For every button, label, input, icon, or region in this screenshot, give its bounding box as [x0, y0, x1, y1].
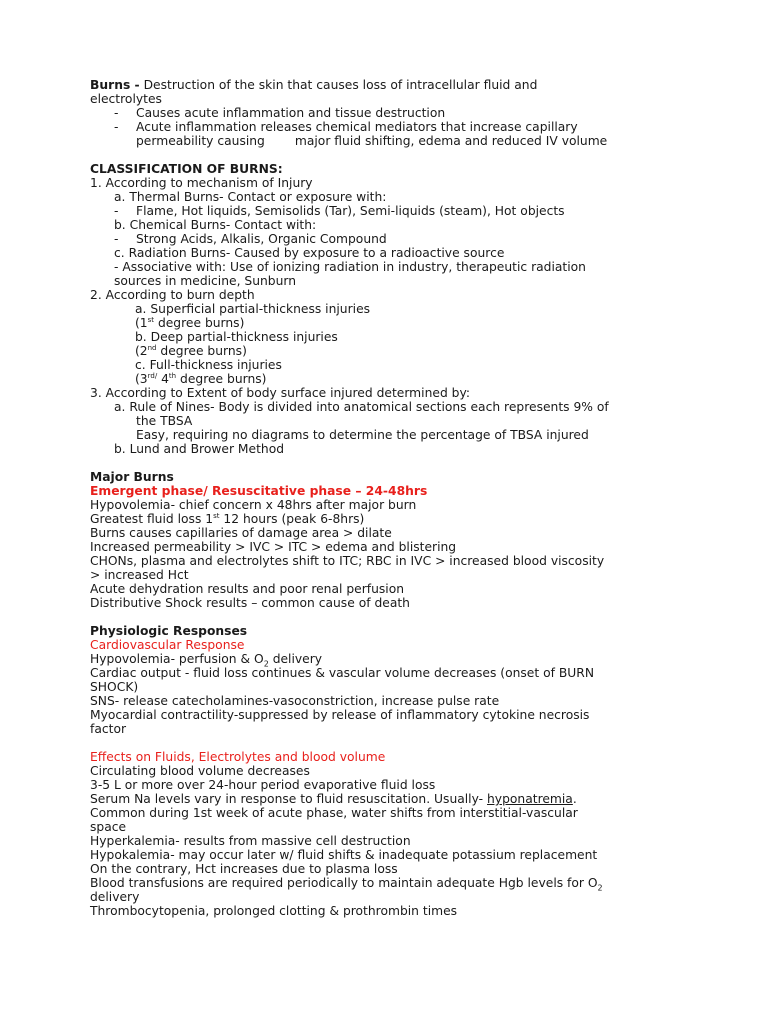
text-line: Common during 1st week of acute phase, water shifts from interstitial-vascular — [90, 806, 578, 820]
burns-definition-cont: electrolytes — [90, 92, 162, 106]
list-item: c. Radiation Burns- Caused by exposure to a radioactive source — [114, 246, 505, 260]
text-line: > increased Hct — [90, 568, 189, 582]
text-line: Cardiac output - fluid loss continues & vascular volume decreases (onset of BURN — [90, 666, 595, 680]
text-line: space — [90, 820, 127, 834]
list-item: b. Lund and Brower Method — [114, 442, 285, 456]
list-item: c. Full-thickness injuries — [135, 358, 282, 372]
list-item-cont: permeability causing major fluid shifting, edema and reduced IV volume — [136, 134, 608, 148]
text-line: 3-5 L or more over 24-hour period evaporative fluid loss — [90, 778, 436, 792]
list-item-cont: ($3^{rd/}$ 4th degree burns) — [135, 371, 267, 386]
text-line: CHONs, plasma and electrolytes shift to ITC; RBC in IVC > increased blood viscosity — [90, 554, 605, 568]
text-line: Blood transfusions are required periodically to maintain adequate Hgb levels for $O_2$ — [90, 876, 603, 893]
text-line: Greatest fluid loss 1st 12 hours (peak 6-8hrs) — [90, 511, 365, 526]
list-item: - Causes acute inflammation and tissue destruction — [114, 106, 446, 120]
list-item: 3. According to Extent of body surface injured determined by: — [90, 386, 470, 400]
text-line: factor — [90, 722, 127, 736]
text-line: Hypovolemia- chief concern x 48hrs after major burn — [90, 498, 417, 512]
list-item-cont: (1st degree burns) — [135, 315, 245, 330]
list-item: - Acute inflammation releases chemical mediators that increase capillary — [114, 120, 578, 134]
text-line: Acute dehydration results and poor renal perfusion — [90, 582, 405, 596]
text-line: SNS- release catecholamines-vasoconstriction, increase pulse rate — [90, 694, 500, 708]
list-item: 1. According to mechanism of Injury — [90, 176, 313, 190]
hyponatremia-term: hyponatremia — [487, 792, 573, 806]
list-item: - Flame, Hot liquids, Semisolids (Tar), Semi-liquids (steam), Hot objects — [114, 204, 565, 218]
burns-definition-line: Burns - Destruction of the skin that causes loss of intracellular fluid and — [90, 78, 538, 92]
classification-heading: CLASSIFICATION OF BURNS: — [90, 162, 283, 176]
text-line: Circulating blood volume decreases — [90, 764, 310, 778]
text-line: SHOCK) — [90, 680, 139, 694]
text-line: On the contrary, Hct increases due to plasma loss — [90, 862, 398, 876]
text-line: Increased permeability > IVC > ITC > edema and blistering — [90, 540, 457, 554]
emergent-phase-heading: Emergent phase/ Resuscitative phase – 24-48hrs — [90, 484, 428, 498]
text-line: Myocardial contractility-suppressed by release of inflammatory cytokine necrosis — [90, 708, 590, 722]
list-item: - Strong Acids, Alkalis, Organic Compound — [114, 232, 387, 246]
text-line: Hyperkalemia- results from massive cell destruction — [90, 834, 411, 848]
list-item: b. Deep partial-thickness injuries — [135, 330, 338, 344]
list-item: a. Rule of Nines- Body is divided into anatomical sections each represents 9% of — [114, 400, 609, 414]
text-line: Thrombocytopenia, prolonged clotting & prothrombin times — [90, 904, 458, 918]
text-line: Hypokalemia- may occur later w/ fluid shifts & inadequate potassium replacement — [90, 848, 598, 862]
text-line: Burns causes capillaries of damage area > dilate — [90, 526, 392, 540]
list-item-cont: sources in medicine, Sunburn — [114, 274, 297, 288]
list-item: 2. According to burn depth — [90, 288, 255, 302]
major-burns-heading: Major Burns — [90, 470, 174, 484]
list-item-cont: Easy, requiring no diagrams to determine the percentage of TBSA injured — [136, 428, 589, 442]
list-item: - Associative with: Use of ionizing radiation in industry, therapeutic radiation — [114, 260, 586, 274]
text-line: Distributive Shock results – common cause of death — [90, 596, 410, 610]
text-line: Serum Na levels vary in response to fluid resuscitation. Usually- hyponatremia. — [90, 792, 577, 806]
list-item-cont: (2nd degree burns) — [135, 343, 247, 358]
text-line: Hypovolemia- perfusion & $O_2$ delivery — [90, 652, 323, 669]
list-item: a. Superficial partial-thickness injuries — [135, 302, 371, 316]
list-item: a. Thermal Burns- Contact or exposure with: — [114, 190, 387, 204]
document-body — [90, 78, 710, 918]
list-item: b. Chemical Burns- Contact with: — [114, 218, 317, 232]
cardiovascular-heading: Cardiovascular Response — [90, 638, 245, 652]
list-item-cont: the TBSA — [136, 414, 193, 428]
physiologic-heading: Physiologic Responses — [90, 624, 248, 638]
fluids-heading: Effects on Fluids, Electrolytes and blood volume — [90, 750, 386, 764]
burns-term: Burns - — [90, 78, 140, 92]
text-line: delivery — [90, 890, 140, 904]
